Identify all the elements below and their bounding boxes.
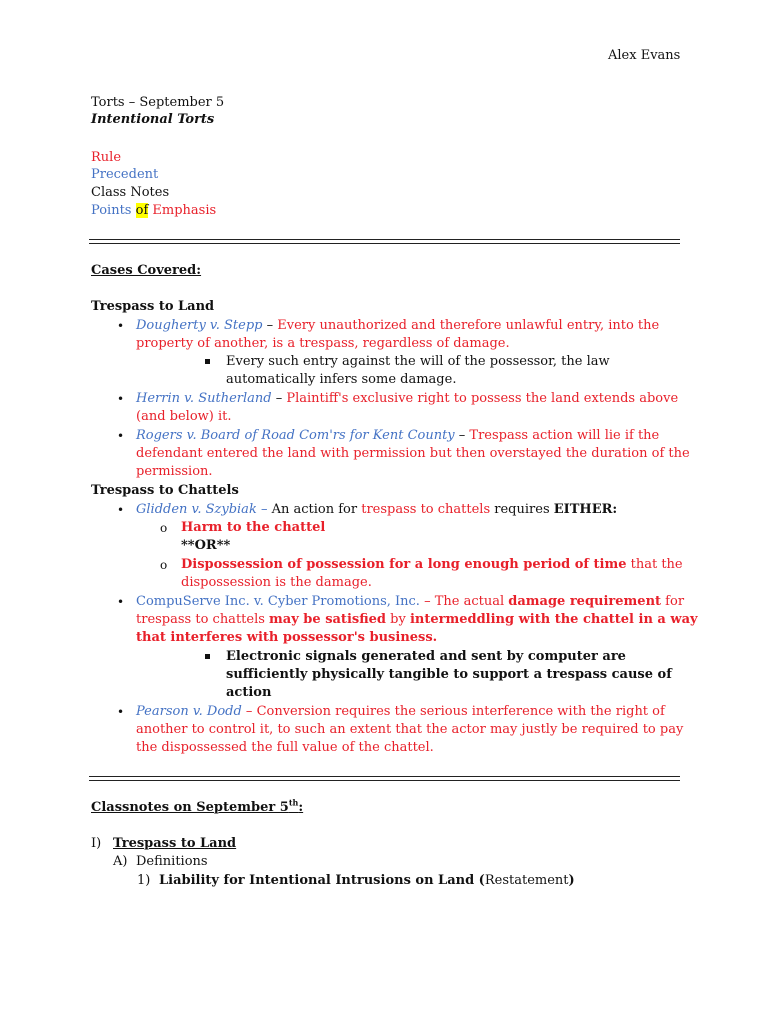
case-rule-cont: defendant entered the land with permission but then overstayed the duration of the <box>136 446 690 461</box>
legend-precedent: Precedent <box>91 167 159 182</box>
legend-rule: Rule <box>91 150 122 165</box>
sub-note-cont: sufficiently physically tangible to support a trespass cause of <box>226 667 672 682</box>
text: An action for <box>271 502 362 517</box>
legend-class-notes: Class Notes <box>91 185 170 200</box>
case-rule-cont <box>136 611 698 629</box>
case-rule: Conversion requires the serious interference with the right of <box>256 704 665 719</box>
cases-covered-heading: Cases Covered: <box>91 263 202 278</box>
bullet-dot: • <box>117 705 125 719</box>
square-bullet <box>205 654 210 659</box>
section-divider <box>89 239 680 244</box>
case-herrin <box>136 390 678 408</box>
case-rule: Every unauthorized and therefore unlawful entry, into the <box>277 318 660 333</box>
text-bold: Liability for Intentional Intrusions on Land ( <box>159 873 485 888</box>
bullet-dot: • <box>117 503 125 517</box>
case-rule: Trespass action will lie if the <box>469 428 660 443</box>
text-bold: ) <box>568 873 575 888</box>
outline-alpha-marker: A) <box>113 854 128 869</box>
dash: – <box>454 428 470 443</box>
outline-roman-title: Trespass to Land <box>113 836 237 851</box>
case-name: Rogers v. Board of Road Com'rs for Kent County <box>136 428 455 443</box>
text-bold: EITHER: <box>553 502 618 517</box>
case-rogers <box>136 427 659 445</box>
case-rule-cont: the dispossessed the full value of the chattel. <box>136 740 434 755</box>
text-red: trespass to chattels <box>361 502 491 517</box>
square-bullet <box>205 359 210 364</box>
bullet-dot: • <box>117 595 125 609</box>
sub-note-cont: action <box>226 685 272 700</box>
heading-text: Classnotes on September 5 <box>91 800 289 815</box>
case-name: Glidden v. Szybiak <box>136 502 257 517</box>
outline-roman-marker: I) <box>91 836 102 851</box>
dash: – <box>271 391 287 406</box>
text-red: for <box>661 594 685 609</box>
text: Restatement <box>484 873 569 888</box>
legend-points: Points <box>91 203 132 218</box>
text-red-bold: intermeddling with the chattel in a way <box>409 612 698 627</box>
case-rule-cont: permission. <box>136 464 213 479</box>
doc-subtitle: Intentional Torts <box>91 112 215 127</box>
text: requires <box>490 502 554 517</box>
case-rule-cont: that interferes with possessor's business. <box>136 630 438 645</box>
case-name: Herrin v. Sutherland <box>136 391 272 406</box>
legend-of-highlight: of <box>135 203 149 218</box>
option-dispossession-cont: dispossession is the damage. <box>181 575 372 590</box>
case-name: Pearson v. Dodd <box>136 704 242 719</box>
legend-emphasis: Emphasis <box>152 203 217 218</box>
case-dougherty <box>136 317 659 335</box>
bullet-dot: • <box>117 392 125 406</box>
circle-bullet: o <box>160 521 168 535</box>
trespass-chattels-heading: Trespass to Chattels <box>91 483 239 498</box>
outline-alpha-title: Definitions <box>136 854 208 869</box>
dash: – <box>262 318 278 333</box>
text-red: by <box>386 612 410 627</box>
trespass-land-heading: Trespass to Land <box>91 299 215 314</box>
option-or: **OR** <box>181 538 231 553</box>
dash: – <box>419 594 435 609</box>
case-rule: Plaintiff's exclusive right to possess the land extends above <box>286 391 679 406</box>
classnotes-heading <box>91 799 303 817</box>
sub-note-cont: automatically infers some damage. <box>226 372 457 387</box>
case-compuserve <box>136 593 684 611</box>
outline-num-marker: 1) <box>137 873 151 888</box>
option-dispossession <box>181 556 683 574</box>
heading-sup: th <box>288 797 299 808</box>
bullet-dot: • <box>117 319 125 333</box>
text-red: that the <box>626 557 683 572</box>
case-rule-cont: (and below) it. <box>136 409 232 424</box>
text-red-bold: may be satisfied <box>269 612 387 627</box>
sub-note: Every such entry against the will of the possessor, the law <box>226 354 610 369</box>
circle-bullet: o <box>160 558 168 572</box>
legend-points-of-emphasis <box>91 202 216 220</box>
case-name: CompuServe Inc. v. Cyber Promotions, Inc. <box>136 594 420 609</box>
author-name: Alex Evans <box>608 48 681 63</box>
text-red-bold: Dispossession of possession for a long enough period of time <box>181 557 627 572</box>
case-name: Dougherty v. Stepp <box>136 318 263 333</box>
case-rule-cont: property of another, is a trespass, regardless of damage. <box>136 336 510 351</box>
dash: – <box>256 502 272 517</box>
heading-colon: : <box>298 800 304 815</box>
text-red: trespass to chattels <box>136 612 270 627</box>
text-red: The actual <box>434 594 509 609</box>
text-red-bold: damage requirement <box>508 594 662 609</box>
sub-note: Electronic signals generated and sent by computer are <box>226 649 626 664</box>
bullet-dot: • <box>117 429 125 443</box>
section-divider <box>89 776 680 781</box>
case-rule-cont: another to control it, to such an extent that the actor may justly be required to pay <box>136 722 684 737</box>
case-glidden <box>136 501 617 519</box>
case-pearson <box>136 703 665 721</box>
outline-num-title <box>159 872 575 890</box>
option-harm: Harm to the chattel <box>181 520 326 535</box>
dash: – <box>241 704 257 719</box>
doc-title: Torts – September 5 <box>91 95 225 110</box>
